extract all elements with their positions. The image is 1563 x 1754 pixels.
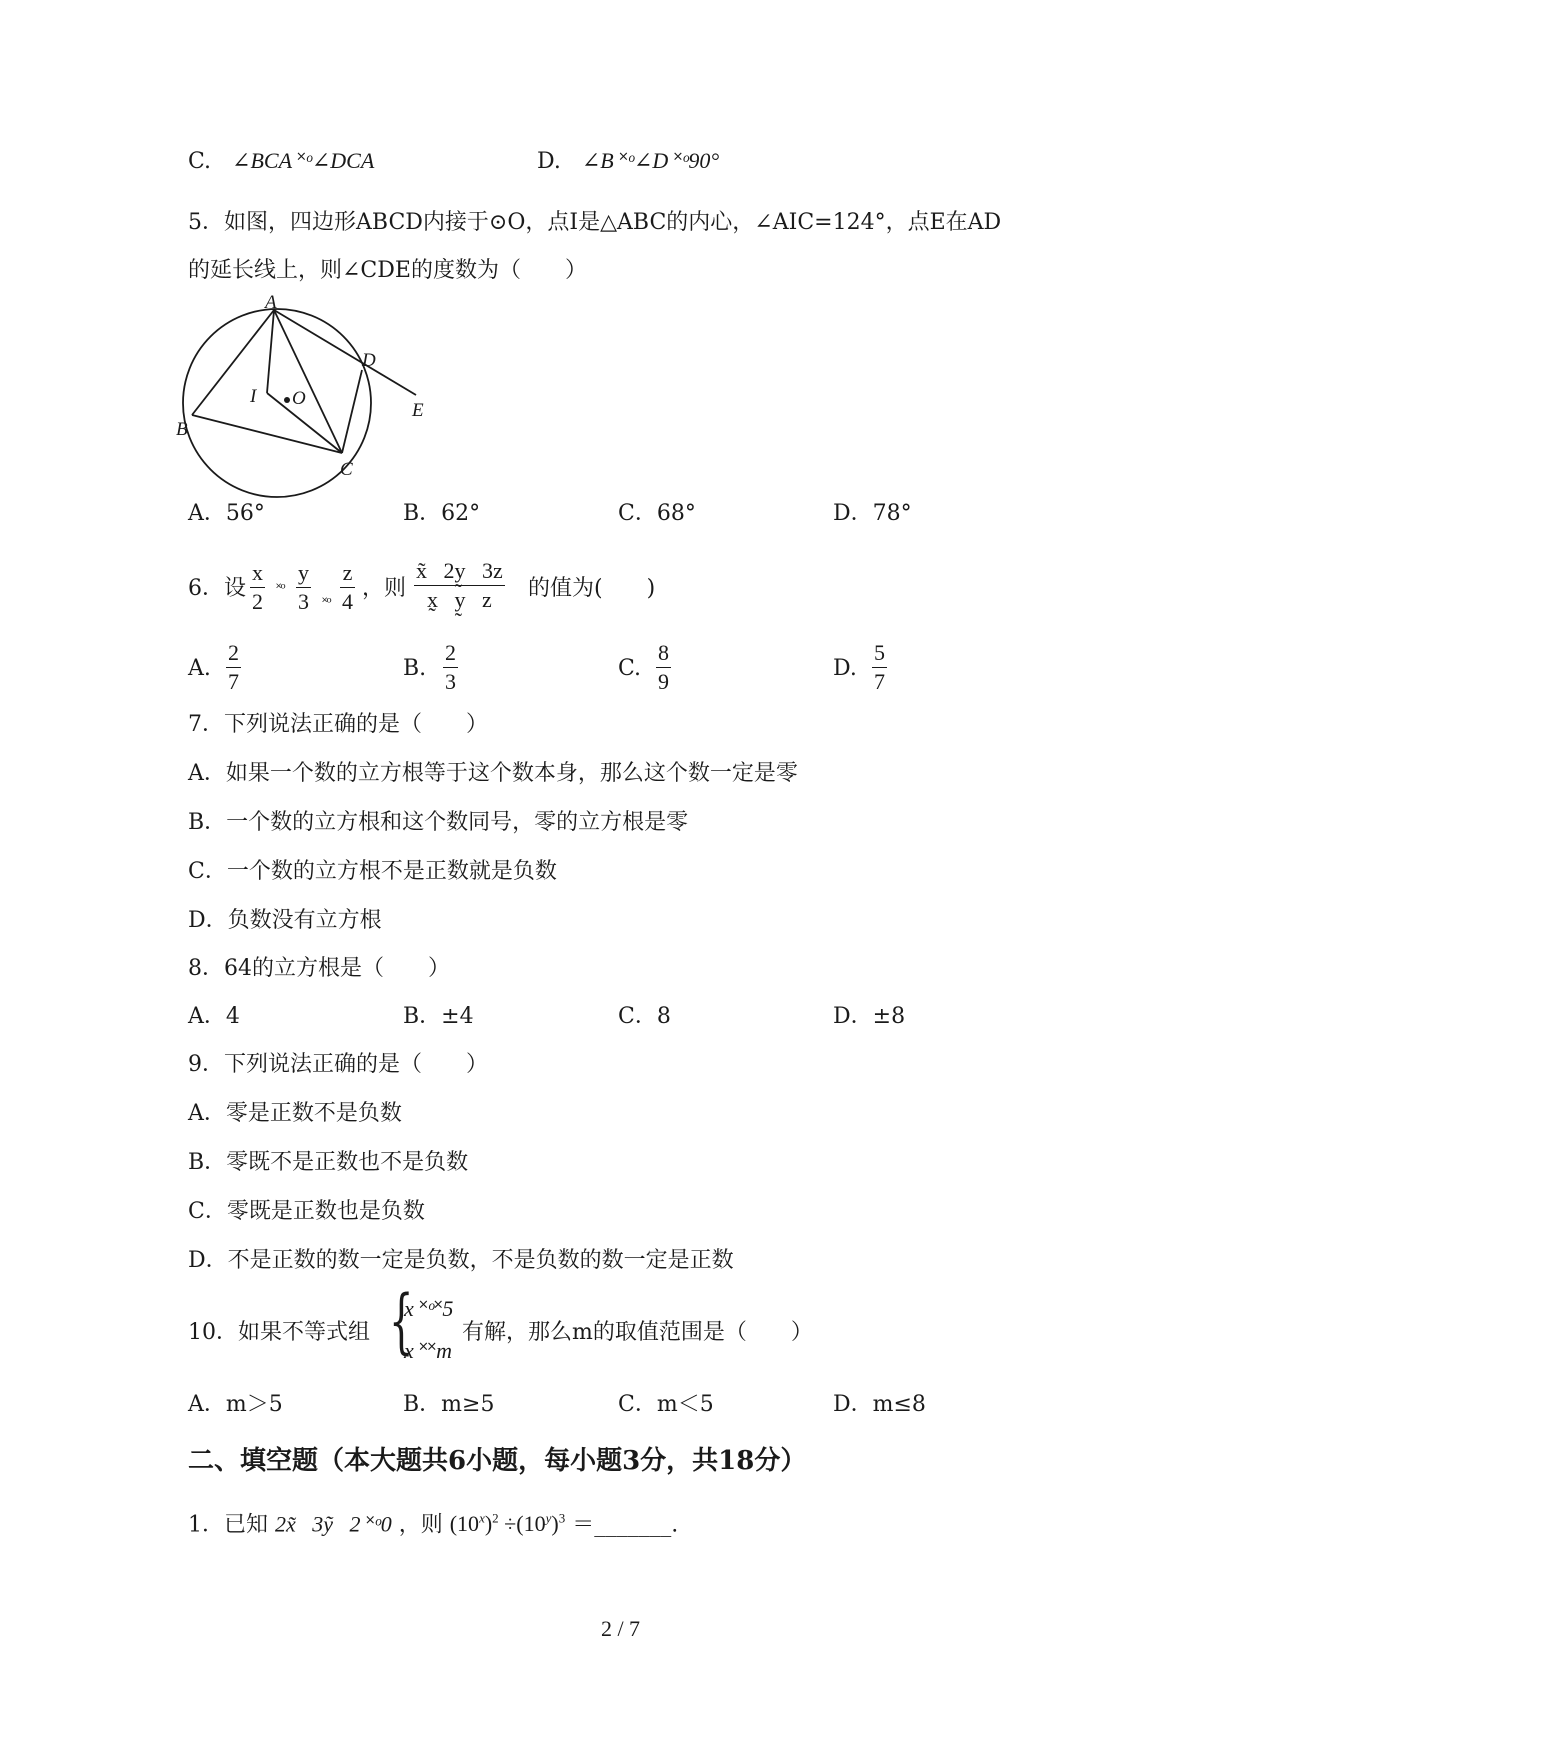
- q5-stem-line2: 的延长线上，则∠CDE的度数为（ ）: [188, 258, 587, 283]
- q6-frac-x2: [250, 562, 265, 613]
- q6-frac1-num: x: [252, 560, 263, 585]
- q6-option-b-label: B.: [403, 656, 427, 681]
- label-o: O: [292, 388, 306, 409]
- q6-frac2-den: 3: [298, 589, 309, 614]
- q6-big-fraction: [414, 560, 505, 611]
- label-c: C: [340, 459, 353, 480]
- q10-option-c: C．m＜5: [618, 1392, 714, 1417]
- q6-sep1: ˟ᵒ: [276, 581, 285, 597]
- label-a: A: [265, 292, 277, 313]
- q6-prefix: 6．设: [188, 576, 246, 601]
- q5-circle-figure: [176, 292, 440, 488]
- label-d: D: [362, 350, 376, 371]
- q10-brace: {: [389, 1280, 414, 1362]
- label-b: B: [176, 419, 188, 440]
- q6-frac2-num: y: [298, 560, 309, 585]
- q6-big-num: x̃ 2y̰ 3z: [416, 558, 503, 583]
- fill1-mid: ，则: [398, 1512, 443, 1538]
- q6-option-b-frac: 2 3: [445, 640, 456, 694]
- q7-option-a: A．如果一个数的立方根等于这个数本身，那么这个数一定是零: [188, 761, 798, 786]
- q6-sep2: ˟ᵒ: [322, 595, 331, 611]
- q7-option-b: B．一个数的立方根和这个数同号，零的立方根是零: [188, 810, 689, 835]
- q6-frac1-den: 2: [252, 589, 263, 614]
- center-dot: [284, 397, 290, 403]
- q8-stem: 8．64的立方根是（ ）: [188, 956, 450, 981]
- q7-stem: 7．下列说法正确的是（ ）: [188, 712, 488, 737]
- q5-option-d: D．78°: [833, 501, 912, 526]
- q6-big-den: x̰ y̰ z: [427, 587, 492, 612]
- segment-ai: [267, 310, 274, 393]
- q8-option-a: A．4: [188, 1004, 240, 1029]
- q10-option-d: D．m≤8: [833, 1392, 926, 1417]
- section-2-title: 二、填空题（本大题共6小题，每小题3分，共18分）: [188, 1446, 807, 1476]
- q7-option-d: D．负数没有立方根: [188, 908, 382, 933]
- q10-option-b: B．m≥5: [403, 1392, 495, 1417]
- q10-row1: x ˟ᵒ˟5: [404, 1296, 454, 1321]
- q6-option-a-frac: 2 7: [228, 640, 239, 694]
- fill1-line: [188, 1512, 678, 1536]
- q10-row2: x ˟˟m: [404, 1338, 452, 1363]
- segment-ae: [274, 310, 416, 395]
- page-number: 2 / 7: [600, 1616, 641, 1641]
- fill1-answer-blank: ＝_______.: [572, 1512, 679, 1538]
- q7-option-c: C．一个数的立方根不是正数就是负数: [188, 859, 557, 884]
- q6-frac3-num: z: [342, 560, 353, 585]
- q10-prefix: 10．如果不等式组: [188, 1320, 370, 1345]
- q6-suffix: 的值为( ): [528, 576, 656, 601]
- q9-option-a: A．零是正数不是负数: [188, 1101, 402, 1126]
- q10-option-a: A．m＞5: [188, 1392, 283, 1417]
- fill1-expr: 2x̃ 3ỹ 2 ˟ᵒ0: [275, 1511, 392, 1537]
- q8-option-d: D．±8: [833, 1004, 906, 1029]
- q6-frac-y3: [296, 562, 311, 613]
- q4-option-d-label: D.: [537, 149, 561, 174]
- q4-option-d: [537, 150, 719, 173]
- q8-option-c: C．8: [618, 1004, 671, 1029]
- q9-option-d: D．不是正数的数一定是负数，不是负数的数一定是正数: [188, 1248, 734, 1273]
- q4-option-c: [188, 150, 374, 173]
- segment-cd: [342, 370, 362, 453]
- q6-option-d-label: D.: [833, 656, 857, 681]
- q4-option-c-label: C.: [188, 149, 212, 174]
- q5-option-a: A．56°: [188, 501, 265, 526]
- fill1-prefix: 1．已知: [188, 1512, 268, 1538]
- q9-option-b: B．零既不是正数也不是负数: [188, 1150, 469, 1175]
- q4-option-d-expr: ∠B ˟ᵒ∠D ˟ᵒ90°: [581, 148, 720, 173]
- q5-stem-line1: 5．如图，四边形ABCD内接于⊙O，点I是△ABC的内心，∠AIC=124°，点E在AD: [188, 210, 1002, 235]
- segment-ac: [274, 310, 342, 453]
- q6-frac-z4: [340, 562, 355, 613]
- q9-option-c: C．零既是正数也是负数: [188, 1199, 425, 1224]
- q6-option-a-label: A.: [188, 656, 211, 681]
- q8-option-b: B．±4: [403, 1004, 474, 1029]
- q5-option-b: B．62°: [403, 501, 481, 526]
- segment-ab: [192, 310, 274, 415]
- q5-option-c: C．68°: [618, 501, 696, 526]
- label-i: I: [250, 386, 257, 407]
- q6-then: ，则: [362, 576, 407, 601]
- q6-option-c-frac: 8 9: [658, 640, 669, 694]
- fill1-expr2: $(10^x)^2 \div(10^y)^3$: [449, 1511, 566, 1537]
- label-e: E: [412, 400, 424, 421]
- q4-option-c-expr: ∠BCA ˟ᵒ∠DCA: [232, 148, 375, 173]
- q6-option-c-label: C.: [618, 656, 642, 681]
- q6-option-d-frac: 5 7: [874, 640, 885, 694]
- q10-suffix: 有解，那么m的取值范围是（ ）: [462, 1320, 813, 1345]
- q6-frac3-den: 4: [342, 589, 353, 614]
- q9-stem: 9．下列说法正确的是（ ）: [188, 1052, 488, 1077]
